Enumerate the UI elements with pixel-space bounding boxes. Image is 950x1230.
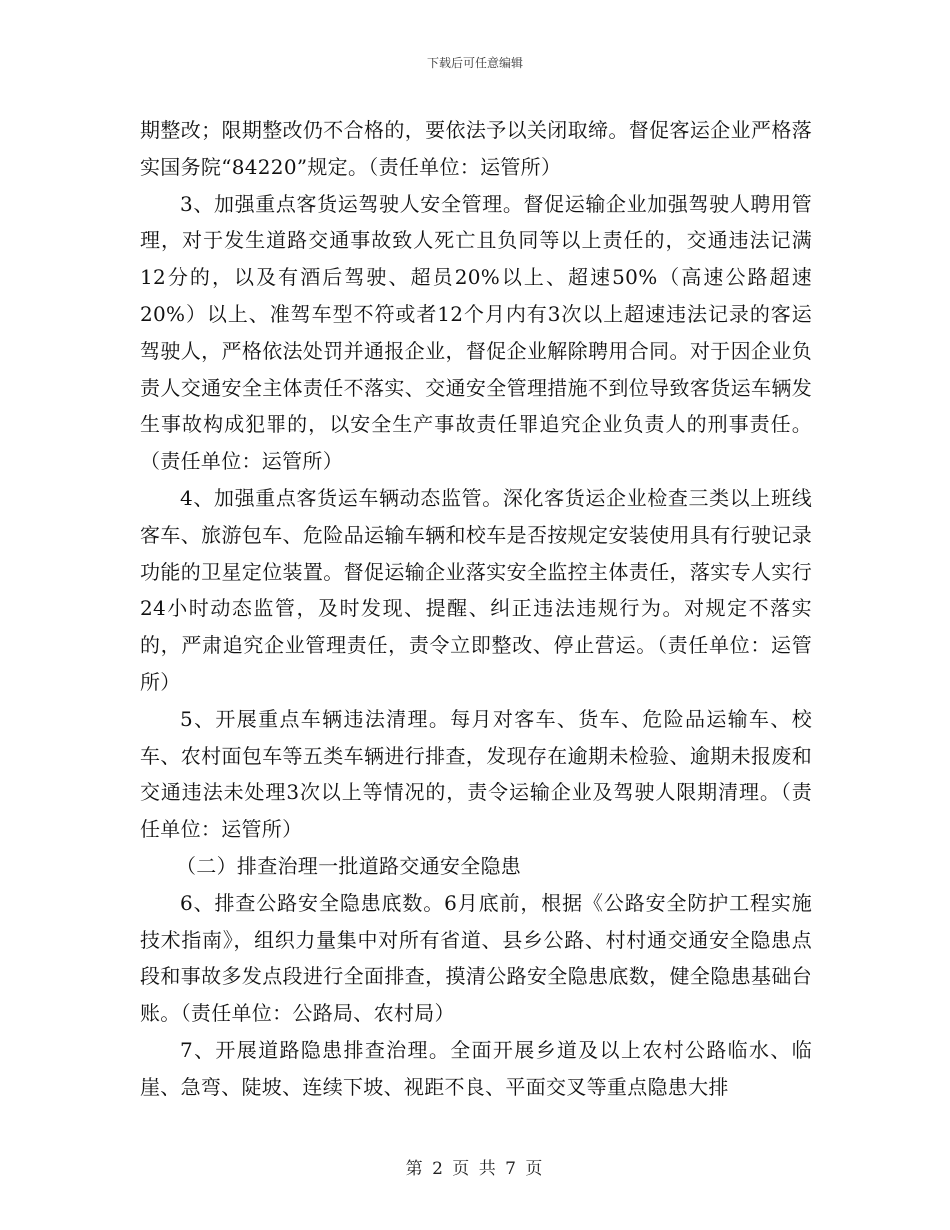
paragraph-item-7: 7、开展道路隐患排查治理。全面开展乡道及以上农村公路临水、临崖、急弯、陡坡、连续下坡、视距不良、平面交叉等重点隐患大排 <box>140 1037 812 1099</box>
page-number: 第 2 页 共 7 页 <box>405 1159 545 1179</box>
paragraph-item-5: 5、开展重点车辆违法清理。每月对客车、货车、危险品运输车、校车、农村面包车等五类车辆进行排查，发现存在逾期未检验、逾期未报废和交通违法未处理3次以上等情况的，责令运输企业及驾驶人限期清理。（责任单位：运管所） <box>140 706 812 842</box>
paragraph-item-4: 4、加强重点客货运车辆动态监管。深化客货运企业检查三类以上班线客车、旅游包车、危险品运输车辆和校车是否按规定安装使用具有行驶记录功能的卫星定位装置。督促运输企业落实安全监控主体责任，落实专人实行24小时动态监管，及时发现、提醒、纠正违法违规行为。对规定不落实的，严肃追究企业管理责任，责令立即整改、停止营运。（责任单位：运管所） <box>140 485 812 694</box>
paragraph-continuation: 期整改；限期整改仍不合格的，要依法予以关闭取缔。督促客运企业严格落实国务院“84220”规定。（责任单位：运管所） <box>140 118 812 179</box>
page-header: 下载后可任意编辑 <box>426 56 523 70</box>
section-heading: （二）排查治理一批道路交通安全隐患 <box>176 853 522 878</box>
document-body <box>140 112 812 1106</box>
paragraph-item-3: 3、加强重点客货运驾驶人安全管理。督促运输企业加强驾驶人聘用管理，对于发生道路交通事故致人死亡且负同等以上责任的，交通违法记满12分的，以及有酒后驾驶、超员20%以上、超速50%（高速公路超速20%）以上、准驾车型不符或者12个月内有3次以上超速违法记录的客运驾驶人，严格依法处罚并通报企业，督促企业解除聘用合同。对于因企业负责人交通安全主体责任不落实、交通安全管理措施不到位导致客货运车辆发生事故构成犯罪的，以安全生产事故责任罪追究企业负责人的刑事责任。（责任单位：运管所） <box>140 191 812 474</box>
paragraph-item-6: 6、排查公路安全隐患底数。6月底前，根据《公路安全防护工程实施技术指南》，组织力量集中对所有省道、县乡公路、村村通交通安全隐患点段和事故多发点段进行全面排查，摸清公路安全隐患底数，健全隐患基础台账。（责任单位：公路局、农村局） <box>140 890 812 1026</box>
